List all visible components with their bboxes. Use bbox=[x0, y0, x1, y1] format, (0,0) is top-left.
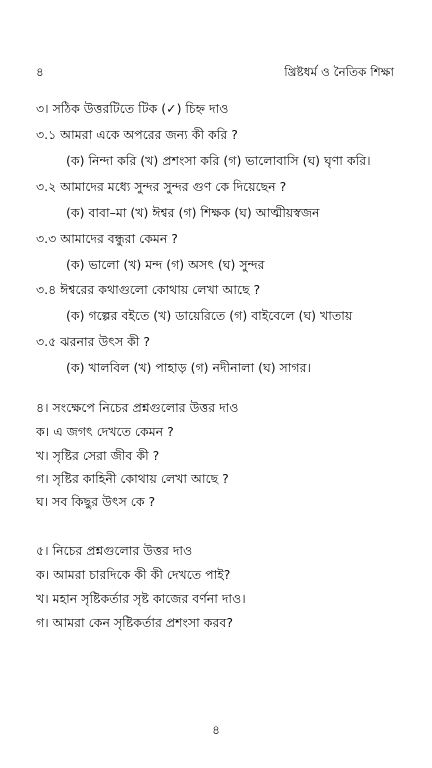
question-3-1: ৩.১ আমরা একে অপরের জন্য কী করি ? bbox=[36, 127, 238, 142]
options-3-5: (ক) খালবিল (খ) পাহাড় (গ) নদীনালা (ঘ) সাগর। bbox=[66, 360, 311, 375]
section3-heading: ৩। সঠিক উত্তরটিতে টিক (✓) চিহ্ন দাও bbox=[36, 101, 229, 116]
footer-page-number: ৪ bbox=[212, 723, 220, 737]
section4-item: খ। সৃষ্টির সেরা জীব কী ? bbox=[36, 448, 160, 463]
section5-item: ক। আমরা চারদিকে কী কী দেখতে পাই? bbox=[36, 567, 231, 582]
section4-heading: ৪। সংক্ষেপে নিচের প্রশ্নগুলোর উত্তর দাও bbox=[36, 400, 239, 415]
header-book-title: খ্রিষ্টধর্ম ও নৈতিক শিক্ষা bbox=[284, 65, 394, 79]
section4-item: ক। এ জগৎ দেখতে কেমন ? bbox=[36, 424, 174, 439]
question-3-3: ৩.৩ আমাদের বন্ধুরা কেমন ? bbox=[36, 231, 178, 246]
options-3-2: (ক) বাবা–মা (খ) ঈশ্বর (গ) শিক্ষক (ঘ) আত্মীয়স্বজন bbox=[66, 205, 320, 220]
question-3-5: ৩.৫ ঝরনার উৎস কী ? bbox=[36, 334, 151, 349]
section5-item: গ। আমরা কেন সৃষ্টিকর্তার প্রশংসা করব? bbox=[36, 615, 233, 630]
section4-item: গ। সৃষ্টির কাহিনী কোথায় লেখা আছে ? bbox=[36, 471, 229, 486]
section5-heading: ৫। নিচের প্রশ্নগুলোর উত্তর দাও bbox=[36, 543, 193, 558]
options-3-4: (ক) গল্পের বইতে (খ) ডায়েরিতে (গ) বাইবেলে (ঘ) খাতায় bbox=[66, 308, 353, 323]
question-3-4: ৩.৪ ঈশ্বরের কথাগুলো কোথায় লেখা আছে ? bbox=[36, 282, 261, 297]
section5-item: খ। মহান সৃষ্টিকর্তার সৃষ্ট কাজের বর্ণনা দাও। bbox=[36, 591, 246, 606]
header-page-number: ৪ bbox=[36, 65, 44, 79]
options-3-1: (ক) নিন্দা করি (খ) প্রশংসা করি (গ) ভালোবাসি (ঘ) ঘৃণা করি। bbox=[66, 153, 371, 168]
question-3-2: ৩.২ আমাদের মধ্যে সুন্দর সুন্দর গুণ কে দিয়েছেন ? bbox=[36, 179, 287, 194]
section4-item: ঘ। সব কিছুর উৎস কে ? bbox=[36, 494, 156, 509]
options-3-3: (ক) ভালো (খ) মন্দ (গ) অসৎ (ঘ) সুন্দর bbox=[66, 257, 265, 272]
